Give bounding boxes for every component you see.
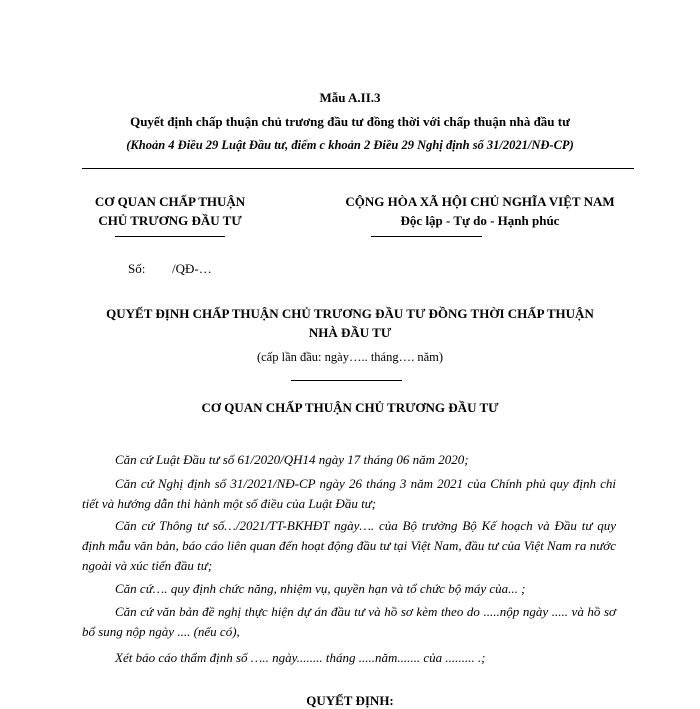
form-code: Mẫu A.II.3	[319, 90, 381, 105]
authority-heading: CƠ QUAN CHẤP THUẬN CHỦ TRƯƠNG ĐẦU TƯ	[201, 400, 499, 415]
title-underline	[291, 380, 402, 381]
form-title: Quyết định chấp thuận chủ trương đầu tư đồng thời với chấp thuận nhà đầu tư	[130, 114, 570, 129]
issue-note: (cấp lần đầu: ngày….. tháng…. năm)	[256, 350, 444, 364]
legal-basis-paragraph-4: Căn cứ…. quy định chức năng, nhiệm vụ, quyền hạn và tổ chức bộ máy của... ;	[115, 581, 526, 596]
number-label: Số:	[128, 261, 146, 276]
motto-underline	[371, 236, 482, 237]
decision-title-line1: QUYẾT ĐỊNH CHẤP THUẬN CHỦ TRƯƠNG ĐẦU TƯ ĐỒNG THỜI CHẤP THUẬN	[106, 306, 594, 321]
legal-basis-paragraph-1: Căn cứ Luật Đầu tư số 61/2020/QH14 ngày 17 tháng 06 năm 2020;	[115, 452, 469, 467]
national-motto: Độc lập - Tự do - Hạnh phúc	[400, 213, 560, 228]
legal-basis-paragraph-3: Căn cứ Thông tư số…/2021/TT-BKHĐT ngày…. của Bộ trưởng Bộ Kế hoạch và Đầu tư quy định mẫu văn bản, báo cáo liên quan đến hoạt động đầu tư tại Việt Nam, đầu tư của Việt Nam ra nước ngoài và xúc tiến đầu tư;	[82, 518, 616, 573]
agency-underline	[115, 236, 225, 237]
legal-basis-note: (Khoản 4 Điều 29 Luật Đầu tư, điểm c khoản 2 Điều 29 Nghị định số 31/2021/NĐ-CP)	[126, 138, 574, 152]
legal-basis-paragraph-2: Căn cứ Nghị định số 31/2021/NĐ-CP ngày 26 tháng 3 năm 2021 của Chính phủ quy định chi tiết và hướng dẫn thi hành một số điều của Luật Đầu tư;	[82, 476, 616, 511]
decision-heading: QUYẾT ĐỊNH:	[306, 693, 394, 708]
legal-basis-paragraph-6: Xét báo cáo thẩm định số ….. ngày........ tháng .....năm....... của ......... .;	[115, 650, 486, 665]
legal-basis-paragraph-5: Căn cứ văn bản đề nghị thực hiện dự án đầu tư và hồ sơ kèm theo do .....nộp ngày ..... và hồ sơ bổ sung nộp ngày .... (nếu có),	[82, 604, 616, 639]
agency-name-line2: CHỦ TRƯƠNG ĐẦU TƯ	[98, 213, 242, 228]
agency-name-line1: CƠ QUAN CHẤP THUẬN	[94, 194, 246, 209]
decision-title-line2: NHÀ ĐẦU TƯ	[308, 325, 392, 340]
number-value: /QĐ-…	[172, 261, 212, 276]
national-title: CỘNG HÒA XÃ HỘI CHỦ NGHĨA VIỆT NAM	[345, 194, 615, 209]
header-divider	[82, 168, 634, 169]
